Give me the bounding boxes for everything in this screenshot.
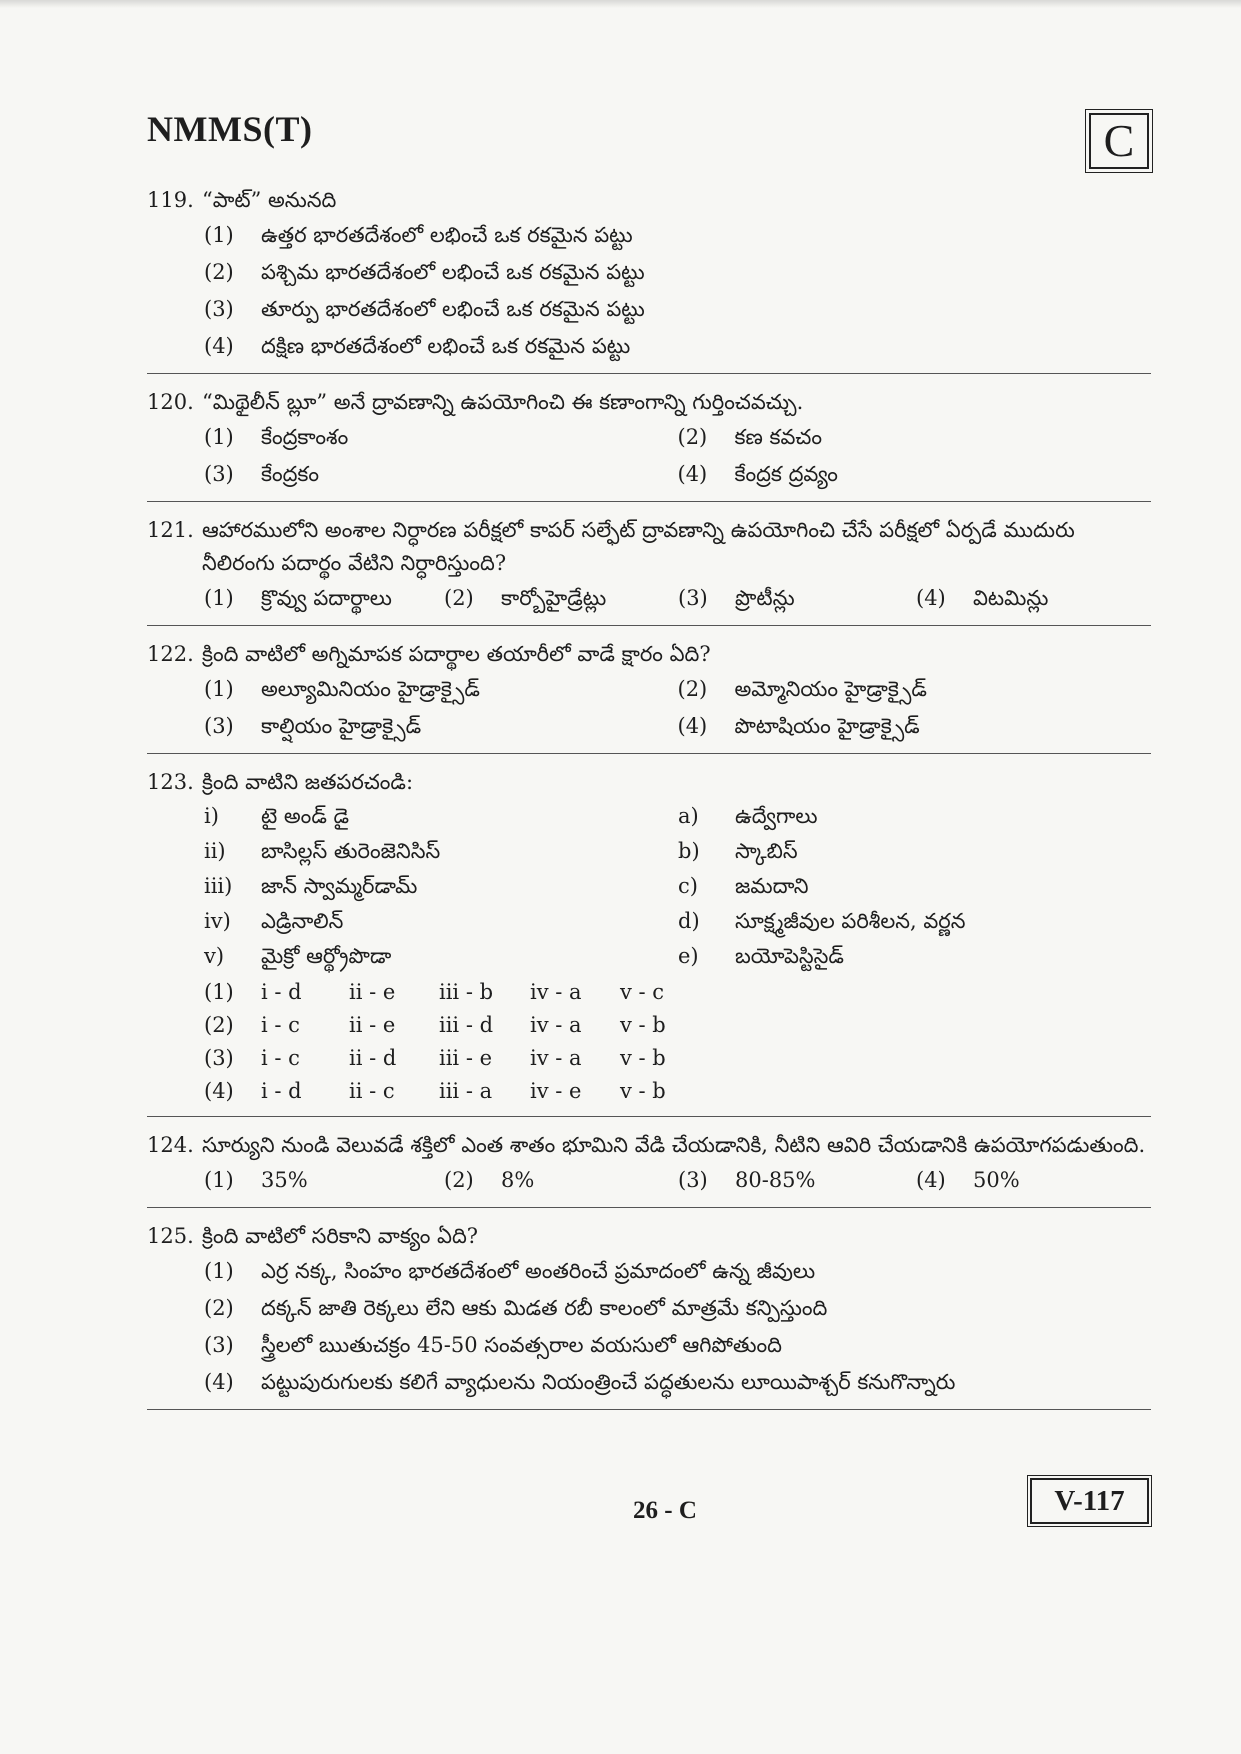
match-right-item: ఉద్వేగాలు [735, 804, 818, 828]
option-number: (4) [204, 1370, 234, 1394]
option [204, 419, 678, 456]
option-text: 50% [973, 1168, 1020, 1192]
option [204, 708, 678, 745]
match-roman: iii) [204, 874, 233, 898]
option-text: పొటాషియం హైడ్రాక్సైడ్ [734, 714, 920, 738]
match-options [204, 976, 1151, 1108]
question-number: 123. [147, 770, 194, 794]
set-code-box: C [1089, 113, 1149, 169]
pair: ii - c [349, 1079, 395, 1103]
option-number: (1) [204, 1259, 234, 1283]
question-119 [147, 182, 1151, 374]
question-text: “మిథైలీన్ బ్లూ” అనే ద్రావణాన్ని ఉపయోగించి ఈ కణాంగాన్ని గుర్తించవచ్చు. [202, 390, 804, 414]
option [204, 1253, 1151, 1290]
pair: ii - d [349, 1046, 397, 1070]
option [204, 580, 444, 617]
question-120 [147, 384, 1151, 502]
pair: iii - e [439, 1046, 493, 1070]
match-right-item: సూక్ష్మజీవుల పరిశీలన, వర్ణన [735, 909, 966, 933]
questions-list [147, 182, 1151, 1410]
pair: v - b [620, 1079, 666, 1103]
match-right-item: బయోపెస్టిసైడ్ [735, 944, 844, 968]
match-row [204, 939, 1151, 974]
match-roman: i) [204, 804, 219, 828]
option [204, 1009, 1151, 1042]
option [916, 580, 1048, 617]
pair: iv - a [530, 980, 582, 1004]
option [916, 1162, 1020, 1199]
question-number: 122. [147, 642, 194, 666]
option-number: (4) [204, 1079, 234, 1103]
option-text: ప్రొటీన్లు [735, 586, 795, 610]
option-number: (3) [204, 1046, 234, 1070]
pair: i - c [261, 1046, 300, 1070]
scan-edge [0, 0, 1241, 8]
option-number: (1) [204, 980, 234, 1004]
match-left-item: జాన్ స్వామ్మర్‌డామ్ [261, 874, 418, 898]
question-number: 121. [147, 518, 194, 542]
pair: v - b [620, 1046, 666, 1070]
pair: v - b [620, 1013, 666, 1037]
pair: ii - e [349, 1013, 396, 1037]
question-text: క్రింది వాటిని జతపరచండి: [202, 770, 414, 794]
pair: iii - a [439, 1079, 493, 1103]
option-text: 8% [501, 1168, 535, 1192]
option-number: (2) [204, 260, 234, 284]
match-left-item: మైక్రో ఆర్థ్రోపొడా [261, 944, 392, 968]
pair: i - d [261, 1079, 302, 1103]
question-125 [147, 1218, 1151, 1410]
match-letter: a) [678, 804, 699, 828]
option-number: (3) [204, 297, 234, 321]
option-text: కణ కవచం [734, 425, 822, 449]
option-text: అల్యూమినియం హైడ్రాక్సైడ్ [261, 677, 480, 701]
option [204, 291, 1151, 328]
match-row [204, 834, 1151, 869]
match-right-item: జమదాని [735, 874, 809, 898]
option-number: (4) [916, 586, 946, 610]
match-roman: iv) [204, 909, 231, 933]
option-text: ఉత్తర భారతదేశంలో లభించే ఒక రకమైన పట్టు [261, 223, 633, 247]
option [204, 328, 1151, 365]
option [678, 580, 916, 617]
option-text: కార్బోహైడ్రేట్లు [501, 586, 607, 610]
match-letter: c) [678, 874, 698, 898]
question-122 [147, 636, 1151, 754]
option-number: (4) [204, 334, 234, 358]
pair: v - c [620, 980, 665, 1004]
option-number: (2) [677, 677, 708, 701]
page-title: NMMS(T) [147, 109, 313, 149]
pair: iv - a [530, 1013, 582, 1037]
option-number: (3) [678, 1168, 708, 1192]
option [204, 1364, 1151, 1401]
match-left-item: టై అండ్ డై [261, 804, 350, 828]
option-number: (1) [204, 586, 234, 610]
question-123 [147, 764, 1151, 1117]
option [678, 671, 1152, 708]
option [204, 1075, 1151, 1108]
pair: i - d [261, 980, 302, 1004]
match-roman: ii) [204, 839, 226, 863]
question-121 [147, 512, 1151, 626]
option-number: (3) [204, 462, 234, 486]
pair: iii - b [439, 980, 494, 1004]
match-left-item: ఎడ్రినాలిన్ [261, 909, 344, 933]
option-number: (4) [677, 714, 708, 738]
option [204, 1290, 1151, 1327]
option-number: (1) [204, 677, 234, 701]
pair: ii - e [349, 980, 396, 1004]
option [444, 580, 678, 617]
question-number: 125. [147, 1224, 194, 1248]
question-text: క్రింది వాటిలో సరికాని వాక్యం ఏది? [202, 1224, 479, 1248]
option-number: (1) [204, 425, 234, 449]
match-letter: e) [678, 944, 699, 968]
option [204, 1327, 1151, 1364]
option [204, 254, 1151, 291]
question-text: “పాట్” అనునది [202, 188, 337, 212]
option-number: (3) [678, 586, 708, 610]
option-text: పట్టుపురుగులకు కలిగే వ్యాధులను నియంత్రించే పద్ధతులను లూయిపాశ్చర్ కనుగొన్నారు [261, 1370, 956, 1394]
match-table [204, 799, 1151, 974]
question-number: 120. [147, 390, 194, 414]
option [678, 708, 1152, 745]
option-text: కాల్షియం హైడ్రాక్సైడ్ [261, 714, 422, 738]
option [204, 1042, 1151, 1075]
question-text: క్రింది వాటిలో అగ్నిమాపక పదార్థాల తయారీలో వాడే క్షారం ఏది? [202, 642, 711, 666]
pair: iii - d [439, 1013, 494, 1037]
question-text: ఆహారములోని అంశాల నిర్ధారణ పరీక్షలో కాపర్ సల్ఫేట్ ద్రావణాన్ని ఉపయోగించి చేసే పరీక్షలో ఏర్పడే ముదురు నీలిరంగు పదార్థం వేటిని నిర్ధారిస్తుంది? [202, 518, 1075, 575]
match-row [204, 799, 1151, 834]
pair: iv - a [530, 1046, 582, 1070]
option-text: దక్షిణ భారతదేశంలో లభించే ఒక రకమైన పట్టు [261, 334, 631, 358]
option [678, 1162, 916, 1199]
booklet-code-box: V-117 [1030, 1478, 1149, 1524]
question-number: 119. [147, 188, 194, 212]
option-number: (1) [204, 223, 234, 247]
match-letter: b) [678, 839, 700, 863]
option-number: (3) [204, 1333, 234, 1357]
option-text: స్త్రీలలో ఋతుచక్రం 45-50 సంవత్సరాల వయసులో ఆగిపోతుంది [261, 1333, 782, 1357]
match-right-item: స్కాబిస్ [735, 839, 798, 863]
option [678, 456, 1152, 493]
match-roman: v) [204, 944, 225, 968]
option-text: 80-85% [735, 1168, 816, 1192]
option-number: (2) [677, 425, 708, 449]
page-number: 26 - C [633, 1497, 697, 1524]
option [204, 976, 1151, 1009]
match-row [204, 869, 1151, 904]
option [204, 671, 678, 708]
question-124 [147, 1127, 1151, 1208]
option-number: (3) [204, 714, 234, 738]
option [204, 456, 678, 493]
option-number: (1) [204, 1168, 234, 1192]
option-number: (2) [204, 1296, 234, 1320]
match-left-item: బాసిల్లస్ తురెంజెనిసిస్ [261, 839, 441, 863]
question-text: సూర్యుని నుండి వెలువడే శక్తిలో ఎంత శాతం భూమిని వేడి చేయడానికి, నీటిని ఆవిరి చేయడానికి ఉపయోగపడుతుంది. [202, 1133, 1146, 1157]
option-text: తూర్పు భారతదేశంలో లభించే ఒక రకమైన పట్టు [261, 297, 645, 321]
option-number: (4) [916, 1168, 946, 1192]
option-number: (2) [444, 1168, 474, 1192]
question-number: 124. [147, 1133, 194, 1157]
match-row [204, 904, 1151, 939]
option-text: అమ్మోనియం హైడ్రాక్సైడ్ [734, 677, 927, 701]
option-text: కేంద్రకాంశం [261, 425, 349, 449]
option-number: (2) [204, 1013, 234, 1037]
match-letter: d) [678, 909, 700, 933]
option-text: కేంద్రకం [261, 462, 320, 486]
option [204, 217, 1151, 254]
option-text: కేంద్రక ద్రవ్యం [734, 462, 838, 486]
option [678, 419, 1152, 456]
option-text: దక్కన్ జాతి రెక్కలు లేని ఆకు మిడత రబీ కాలంలో మాత్రమే కన్పిస్తుంది [261, 1296, 828, 1320]
option-text: ఎర్ర నక్క, సింహం భారతదేశంలో అంతరించే ప్రమాదంలో ఉన్న జీవులు [261, 1259, 816, 1283]
option [444, 1162, 678, 1199]
option-text: క్రొవ్వు పదార్థాలు [261, 586, 392, 610]
pair: iv - e [530, 1079, 582, 1103]
pair: i - c [261, 1013, 300, 1037]
option [204, 1162, 444, 1199]
option-text: విటమిన్లు [973, 586, 1049, 610]
option-text: 35% [261, 1168, 308, 1192]
option-number: (4) [677, 462, 708, 486]
option-text: పశ్చిమ భారతదేశంలో లభించే ఒక రకమైన పట్టు [261, 260, 645, 284]
option-number: (2) [444, 586, 474, 610]
